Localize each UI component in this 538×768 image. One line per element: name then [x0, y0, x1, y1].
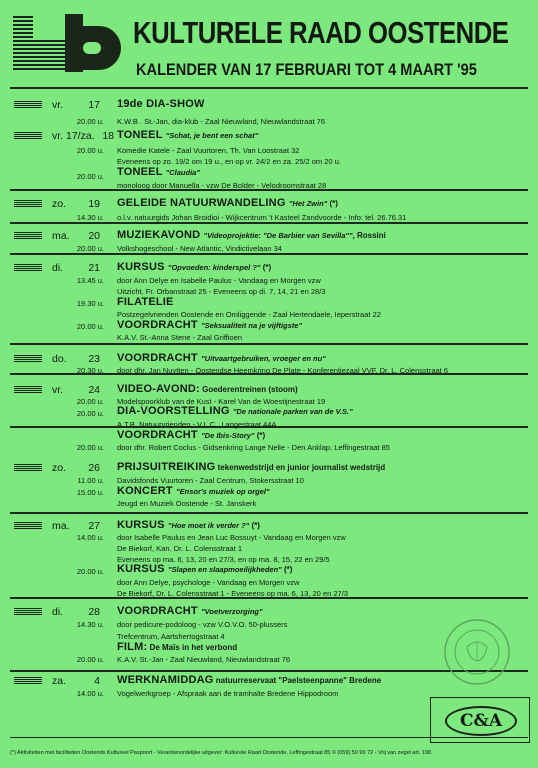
event-time: 14.00 u. — [76, 533, 104, 542]
divider — [10, 253, 528, 255]
day-number: 21 — [88, 262, 100, 274]
day-label: ma. — [52, 520, 70, 532]
day-label: di. — [52, 262, 64, 274]
event-title: VOORDRACHT "De Ibis-Story" (*) — [117, 429, 266, 441]
event-title: FILM: De Maïs in het verbond — [117, 641, 238, 653]
event-detail: door dhr. Jan Nuytten - Oostendse Heemkring De Plate - Konferentiezaal VVF, Dr. L. Colensstraat 6 — [117, 366, 448, 375]
day-number: 23 — [88, 353, 100, 365]
day-label: di. — [52, 606, 64, 618]
day-marker — [14, 386, 42, 394]
day-number: 27 — [88, 520, 100, 532]
event-detail: Uitzicht, Fr. Orbanstraat 25 - Eveneens op di. 7, 14, 21 en 28/3 — [117, 287, 326, 296]
day-number: 18 — [102, 130, 114, 142]
event-time: 20.00 u. — [76, 397, 104, 406]
event-time: 14.00 u. — [76, 689, 104, 698]
event-detail: door Isabelle Paulus en Jean Luc Bossuyt - Vandaag en Morgen vzw — [117, 533, 346, 542]
event-detail: K.A.V. St.-Anna Stene - Zaal Griffioen — [117, 333, 243, 342]
event-detail: door Ann Delye en Isabelle Paulus - Vandaag en Morgen vzw — [117, 276, 321, 285]
event-detail: Eveneens op ma. 6, 13, 20 en 27/3, en op ma. 8, 15, 22 en 29/5 — [117, 555, 330, 564]
event-title: FILATELIE — [117, 296, 174, 308]
event-time: 19.30 u. — [76, 299, 104, 308]
day-marker — [14, 200, 42, 208]
divider — [10, 512, 528, 514]
day-label: vr. 17/za. — [52, 130, 95, 142]
event-title: MUZIEKAVOND "Videoprojektie: "De Barbier van Sevilla"", Rossini — [117, 229, 386, 241]
event-title: KURSUS "Opvoeden: kinderspel ?" (*) — [117, 261, 272, 273]
event-title: KURSUS "Hoe moet ik verder ?" (*) — [117, 519, 260, 531]
event-title: PRIJSUITREIKING tekenwedstrijd en junior journalist wedstrijd — [117, 461, 386, 473]
event-title: GELEIDE NATUURWANDELING "Het Zwin" (*) — [117, 197, 338, 209]
event-title: KURSUS "Slapen en slaapmoeilijkheden" (*) — [117, 563, 293, 575]
event-time: 14.30 u. — [76, 213, 104, 222]
event-detail: door pedicure-podoloog - vzw V.O.V.O. 50-plussers — [117, 620, 288, 629]
event-time: 20.00 u. — [76, 322, 104, 331]
day-label: vr. — [52, 99, 64, 111]
sponsor-logo: C&A — [445, 706, 517, 736]
event-detail: Jeugd en Muziek Oostende - St. Janskerk — [117, 499, 257, 508]
event-title: WERKNAMIDDAG natuurreservaat "Paelsteenpanne" Bredene — [117, 674, 382, 686]
divider — [10, 343, 528, 345]
event-detail: Modelspoorklub van de Kust - Karel Van de Woestijnestraat 19 — [117, 397, 326, 406]
event-title: VOORDRACHT "Uitvaartgebruiken, vroeger en nu" — [117, 352, 326, 364]
event-time: 20.00 u. — [76, 443, 104, 452]
event-time: 20.00 u. — [76, 244, 104, 253]
poster-title: KULTURELE RAAD OOSTENDE — [133, 15, 509, 50]
day-marker — [14, 464, 42, 472]
event-title: KONCERT "Ensor's muziek op orgel" — [117, 485, 270, 497]
event-time: 20.00 u. — [76, 146, 104, 155]
event-detail: Volkshogeschool - New Atlantic, Vindictivelaan 34 — [117, 244, 282, 253]
municipal-stamp — [442, 617, 512, 687]
day-marker — [14, 132, 42, 140]
day-marker — [14, 608, 42, 616]
kro-logo — [9, 12, 127, 74]
event-time: 14.30 u. — [76, 620, 104, 629]
event-time: 20.00 u. — [76, 409, 104, 418]
day-label: za. — [52, 675, 67, 687]
day-label: do. — [52, 353, 67, 365]
day-label: zo. — [52, 198, 67, 210]
day-number: 17 — [88, 99, 100, 111]
event-detail: K.A.V. St.-Jan - Zaal Nieuwland, Nieuwlandstraat 76 — [117, 655, 291, 664]
event-title: VOORDRACHT "Seksualiteit na je vijftigste" — [117, 319, 303, 331]
day-marker — [14, 677, 42, 685]
event-time: 11.00 u. — [77, 476, 104, 485]
event-detail: De Biekorf, Dr. L. Colensstraat 1 - Eveneens op ma. 6, 13, 20 en 27/3 — [117, 589, 348, 598]
day-number: 19 — [88, 198, 100, 210]
event-detail: Trefcentrum, Aartshertogstraat 4 — [117, 632, 225, 641]
poster-subtitle: KALENDER VAN 17 FEBRUARI TOT 4 MAART '95 — [136, 60, 477, 79]
event-detail: De Biekorf, Kan. Dr. L. Colensstraat 1 — [117, 544, 243, 553]
event-time: 13.45 u. — [76, 276, 104, 285]
event-time: 15.00 u. — [76, 488, 104, 497]
day-marker — [14, 264, 42, 272]
event-title: TONEEL "Claudia" — [117, 166, 200, 178]
day-number: 28 — [88, 606, 100, 618]
event-detail: Davidsfonds Vuurtoren - Zaal Centrum, Stokersstraat 10 — [117, 476, 304, 485]
event-time: 20.00 u. — [76, 117, 104, 126]
event-detail: door dhr. Robert Coclus - Gidsenkring Lange Nelie - Den Anklap, Leffingestraat 85 — [117, 443, 390, 452]
event-title: TONEEL "Schat, je bent een schat" — [117, 129, 259, 141]
event-time: 20.00 u. — [76, 172, 104, 181]
day-label: ma. — [52, 230, 70, 242]
event-title: VIDEO-AVOND: Goederentreinen (stoom) — [117, 383, 298, 395]
event-detail: A.T.B. Natuurvrienden - V.L.C., Langestraat 44A — [117, 420, 277, 429]
event-detail: Vogelwerkgroep - Afspraak aan de tramhalte Bredene Hippodroom — [117, 689, 339, 698]
day-number: 26 — [88, 462, 100, 474]
divider — [10, 222, 528, 224]
event-detail: Postzegelvrienden Oostende en Omliggende - Zaal Hertendaele, Ieperstraat 22 — [117, 310, 381, 319]
event-detail: Komedie Katele - Zaal Vuurtoren, Th. Van Loostraat 32 — [117, 146, 300, 155]
day-number: 20 — [88, 230, 100, 242]
event-title: 19de DIA-SHOW — [117, 98, 205, 110]
day-marker — [14, 522, 42, 530]
day-marker — [14, 355, 42, 363]
event-time: 20.00 u. — [76, 655, 104, 664]
day-marker — [14, 101, 42, 109]
event-title: DIA-VOORSTELLING "De nationale parken van de V.S." — [117, 405, 353, 417]
day-label: zo. — [52, 462, 67, 474]
day-number: 24 — [88, 384, 100, 396]
event-detail: monoloog door Manuella - vzw De Bolder - Velodroomstraat 28 — [117, 181, 327, 190]
footer-note: (*) Aktiviteiten met faciliteiten Oostends Kultureel Paspoort - Verantwoordelijke uitgever: Kulturele Raad Oostende, Leffingestraat 85 © (059) 50 99 72 - Vrij van zegel art. 198 — [10, 750, 432, 756]
day-marker — [14, 232, 42, 240]
event-detail: K.W.B . St.-Jan, dia-klub - Zaal Nieuwland, Nieuwlandstraat 76 — [117, 117, 326, 126]
divider — [10, 87, 528, 89]
event-title: VOORDRACHT "Voetverzorging" — [117, 605, 263, 617]
day-label: vr. — [52, 384, 64, 396]
event-time: 20.30 u. — [76, 366, 104, 375]
event-detail: o.l.v. natuurgids Johan Broidioi - Wijkcentrum 't Kasteel Zandvoorde - Info: tel. 26.76.31 — [117, 213, 407, 222]
day-number: 4 — [94, 675, 100, 687]
event-time: 20.00 u. — [76, 567, 104, 576]
sponsor-logo-box — [430, 697, 530, 743]
event-detail: door Ann Delye, psychologe - Vandaag en Morgen vzw — [117, 578, 300, 587]
event-detail: Eveneens op zo. 19/2 om 19 u., en op vr. 24/2 en za. 25/2 om 20 u. — [117, 157, 341, 166]
